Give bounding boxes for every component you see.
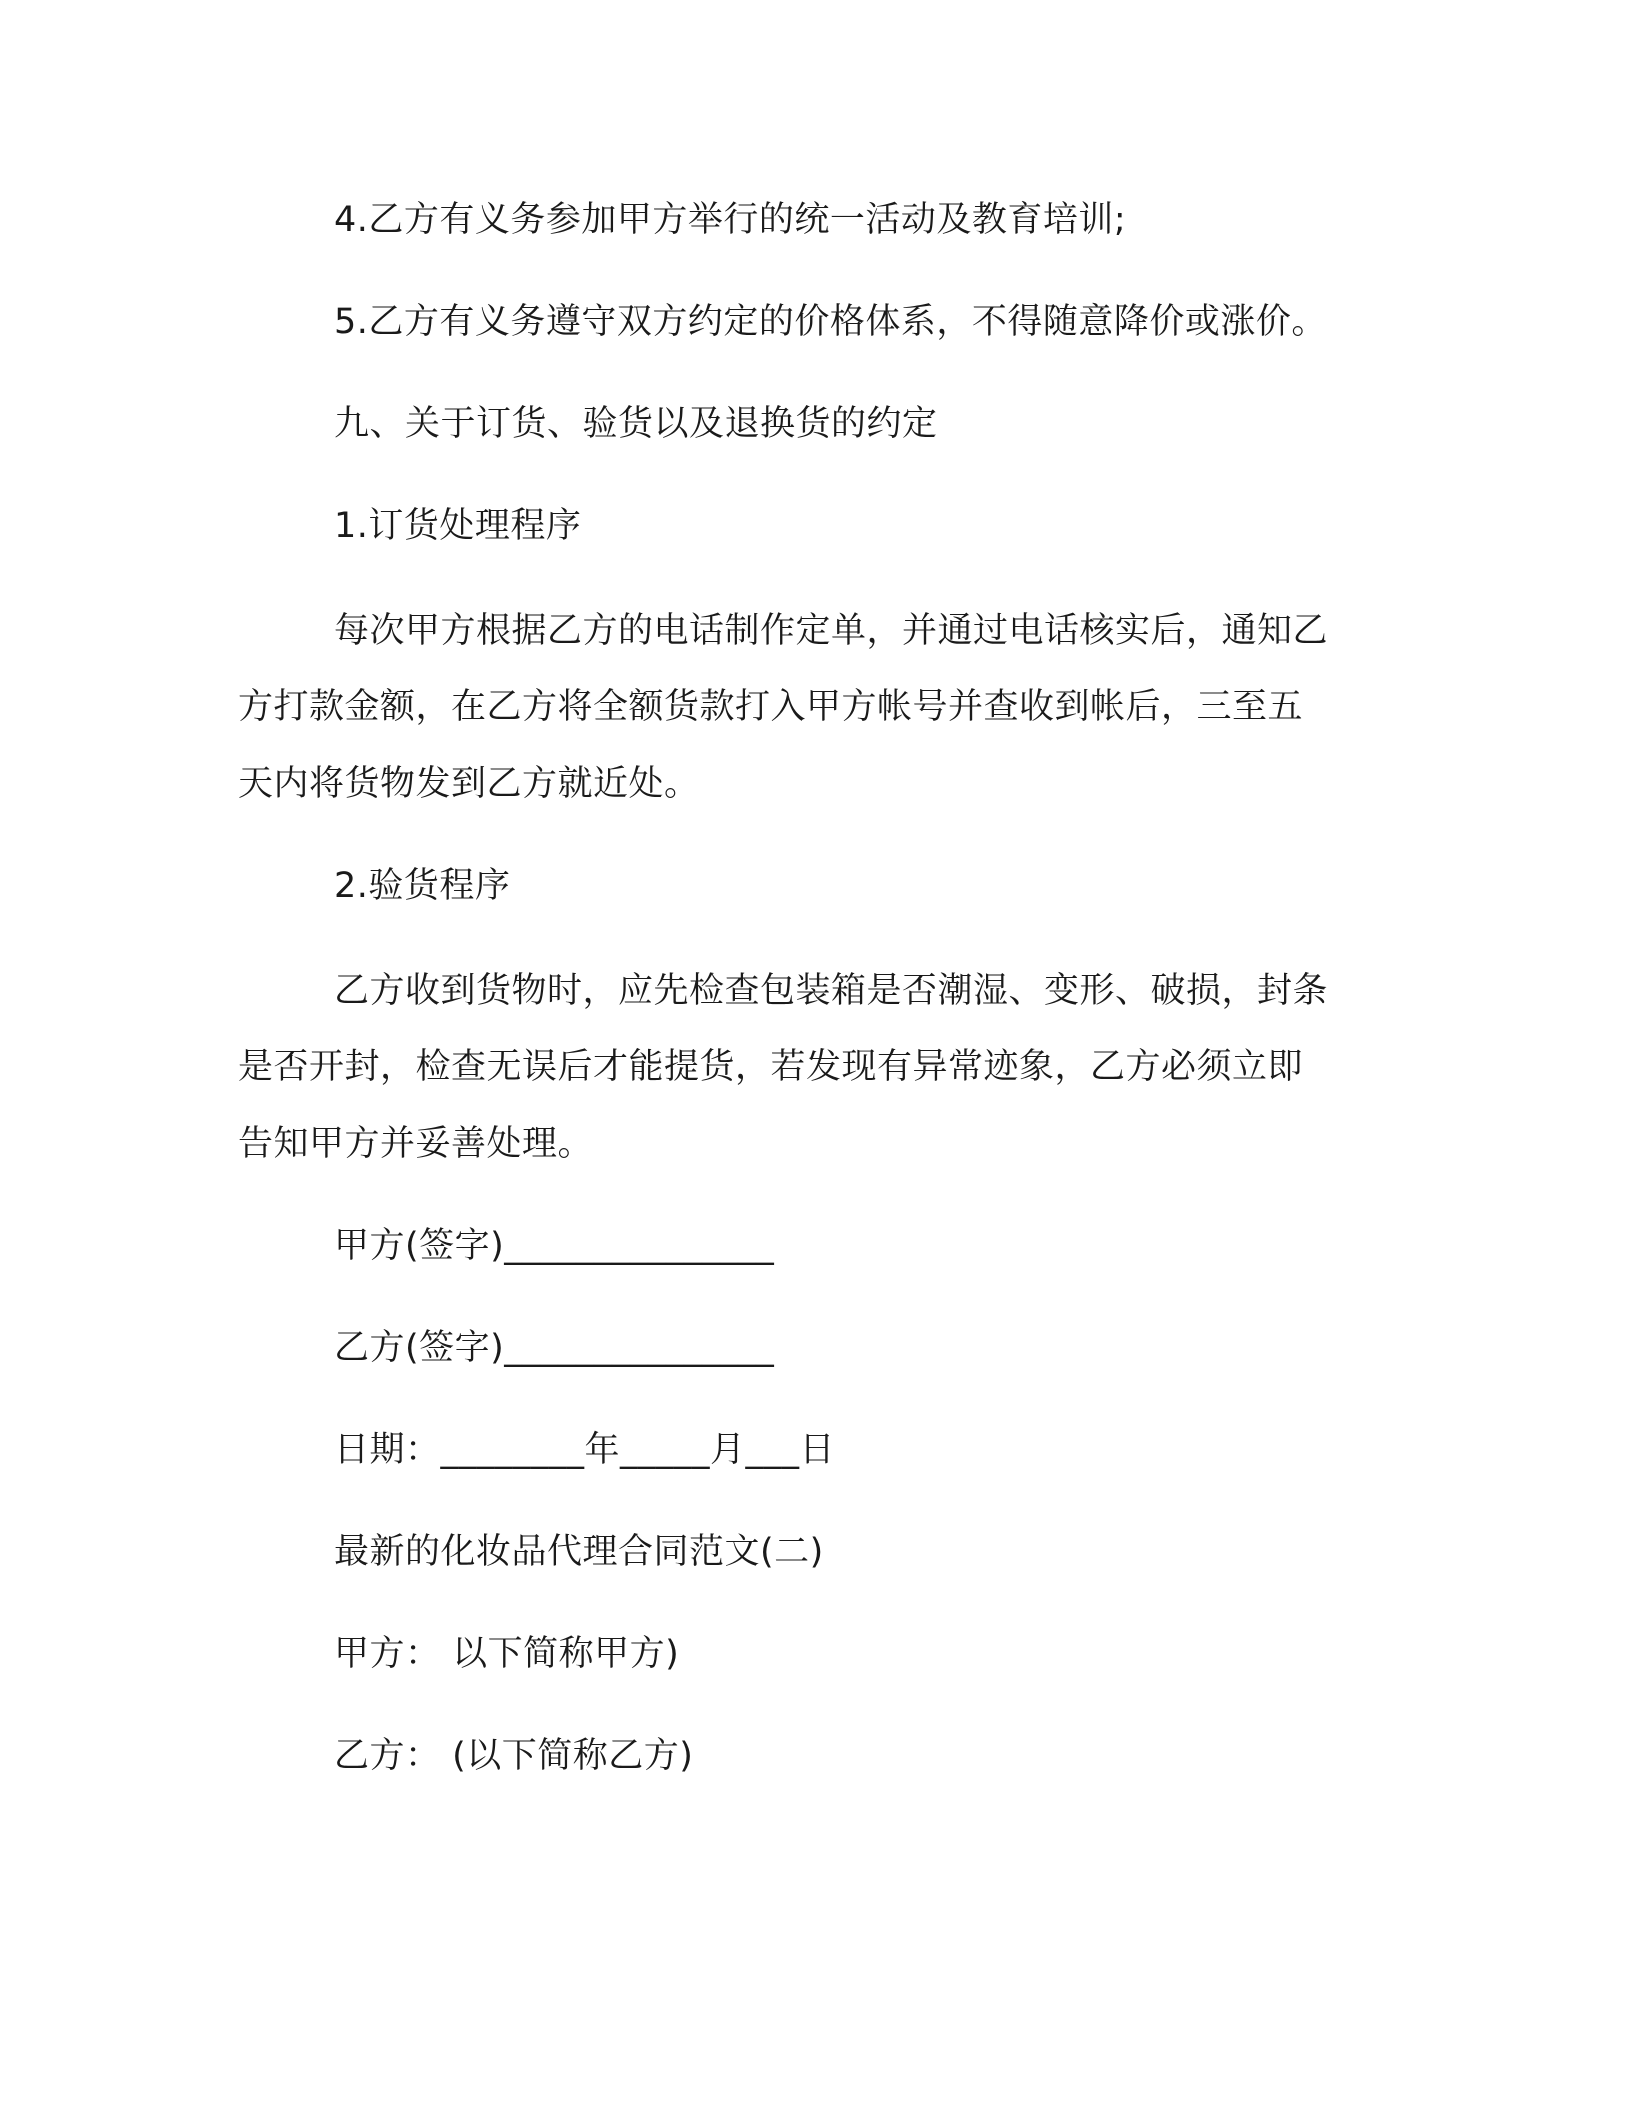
clause-4-text: 4.乙方有义务参加甲方举行的统一活动及教育培训;: [334, 200, 1127, 240]
order-procedure-line-2: 方打款金额，在乙方将全额货款打入甲方帐号并查收到帐后，三至五: [238, 687, 1304, 727]
inspection-procedure-heading: 2.验货程序: [334, 866, 511, 906]
inspection-procedure-line-1: 乙方收到货物时，应先检查包装箱是否潮湿、变形、破损，封条: [334, 971, 1329, 1011]
inspection-procedure-line-2: 是否开封，检查无误后才能提货，若发现有异常迹象，乙方必须立即: [238, 1047, 1304, 1087]
clause-5-text: 5.乙方有义务遵守双方约定的价格体系，不得随意降价或涨价。: [334, 302, 1327, 342]
party-a-line: 甲方： 以下简称甲方): [334, 1634, 680, 1674]
party-b-line: 乙方： (以下简称乙方): [334, 1736, 694, 1776]
date-line: 日期：________年_____月___日: [334, 1430, 836, 1470]
section-9-heading: 九、关于订货、验货以及退换货的约定: [334, 404, 938, 444]
inspection-procedure-line-3: 告知甲方并妥善处理。: [238, 1124, 594, 1164]
order-procedure-line-3: 天内将货物发到乙方就近处。: [238, 764, 700, 804]
order-procedure-line-1: 每次甲方根据乙方的电话制作定单，并通过电话核实后，通知乙: [334, 611, 1329, 651]
party-b-signature-line: 乙方(签字)_______________: [334, 1328, 775, 1368]
party-a-signature-line: 甲方(签字)_______________: [334, 1226, 775, 1266]
order-procedure-heading: 1.订货处理程序: [334, 506, 582, 546]
contract-title-2: 最新的化妆品代理合同范文(二): [334, 1532, 824, 1572]
